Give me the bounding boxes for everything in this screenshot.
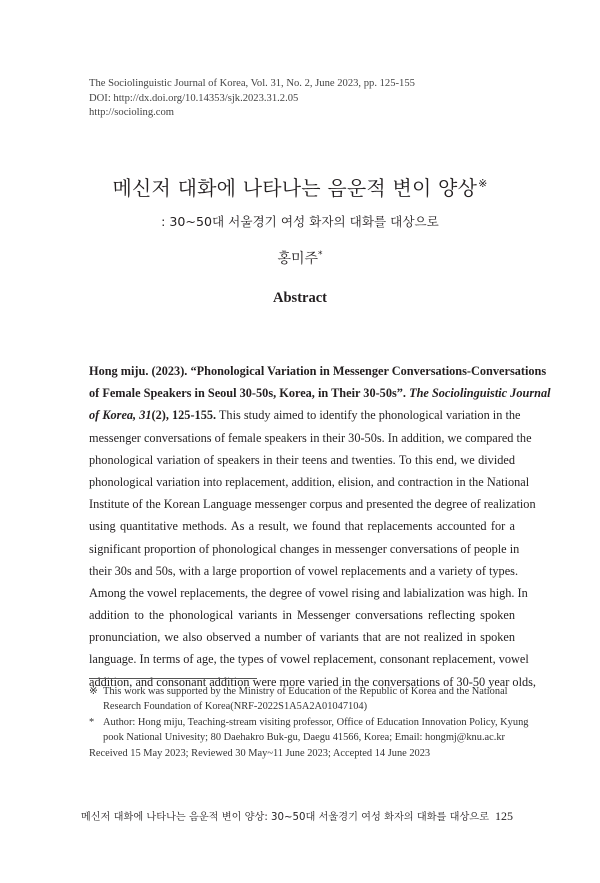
journal-line: The Sociolinguistic Journal of Korea, Vol. 31, No. 2, June 2023, pp. 125-155 xyxy=(89,78,415,89)
abstract-line xyxy=(89,427,532,449)
footnotes xyxy=(89,684,529,761)
abstract-line xyxy=(89,560,519,582)
footnote-mark: ※ xyxy=(89,686,98,697)
footnote-line: pook National Univesity; 80 Daehakro Buk-gu, Daegu 41566, Korea; Email: hongmj@knu.ac.kr xyxy=(103,732,506,744)
abstract-segment: messenger conversations of female speakers in their 30-50s. In addition, we compared the xyxy=(89,430,532,445)
author-name xyxy=(0,248,600,268)
abstract-segment: addition, and consonant addition were more varied in the conversations of 30-50 year olds, xyxy=(89,674,537,689)
abstract-segment: phonological variation of speakers in their teens and twenties. To this end, we divided xyxy=(89,452,515,467)
abstract-segment: Among the vowel replacements, the degree of vowel rising and labialization was high. In xyxy=(89,585,528,600)
footnote xyxy=(89,684,519,715)
abstract-line xyxy=(89,648,529,670)
abstract-segment: Hong miju. (2023). “Phonological Variation in Messenger Conversations-Conversations xyxy=(89,364,547,378)
footnote-line: Author: Hong miju, Teaching-stream visiting professor, Office of Education Innovation Policy, Kyung xyxy=(103,716,529,728)
abstract-segment: phonological variation into replacement, addition, elision, and contraction in the National xyxy=(89,474,530,489)
abstract-segment: This study aimed to identify the phonological variation in the xyxy=(216,408,521,423)
abstract-line xyxy=(89,360,547,382)
abstract-segment: of Female Speakers in Seoul 30-50s, Korea, in Their 30-50s”. xyxy=(89,386,410,401)
footnote-mark: * xyxy=(89,716,95,728)
footnote-line: This work was supported by the Ministry of Education of the Republic of Korea and the National xyxy=(103,686,508,697)
abstract-body xyxy=(89,360,551,693)
main-title xyxy=(0,172,600,201)
main-title-mark: ※ xyxy=(478,177,488,190)
abstract-segment: The Sociolinguistic Journal xyxy=(409,386,551,401)
footnote-line: Research Foundation of Korea(NRF-2022S1A5A2A01047104) xyxy=(103,701,368,713)
abstract-segment: Institute of the Korean Language messenger corpus and presented the degree of realization xyxy=(89,497,536,512)
abstract-segment: of Korea, 31 xyxy=(89,408,152,423)
abstract-line xyxy=(89,404,521,426)
abstract-segment: language. In terms of age, the types of vowel replacement, consonant replacement, vowel xyxy=(89,652,529,667)
abstract-line xyxy=(89,382,551,404)
abstract-segment: (2), 125-155. xyxy=(151,408,217,423)
header-meta xyxy=(89,77,529,121)
doi-line: DOI: http://dx.doi.org/10.14353/sjk.2023.31.2.05 xyxy=(89,92,299,104)
abstract-heading: Abstract xyxy=(273,290,327,306)
main-title-text: 메신저 대화에 나타나는 음운적 변이 양상 xyxy=(112,176,478,200)
abstract-line xyxy=(89,604,515,626)
footnote-divider xyxy=(89,678,257,679)
abstract-line xyxy=(89,449,515,471)
footnote xyxy=(89,715,529,746)
author-mark: * xyxy=(318,250,323,260)
running-title: 메신저 대화에 나타나는 음운적 변이 양상: 30~50대 서울경기 여성 화자의 대화를 대상으로 xyxy=(80,812,489,823)
author-text: 홍미주 xyxy=(277,251,319,267)
abstract-segment: significant proportion of phonological changes in messenger conversations of people in xyxy=(89,541,520,556)
page-number: 125 xyxy=(495,809,513,823)
running-footer xyxy=(81,808,513,824)
abstract-line xyxy=(89,515,515,537)
abstract-line xyxy=(89,582,528,604)
abstract-line xyxy=(89,493,536,515)
abstract-line xyxy=(89,538,520,560)
abstract-segment: addition to the phonological variants in Messenger conversations reflecting spoken xyxy=(89,608,515,623)
abstract-line xyxy=(89,471,530,493)
abstract-line xyxy=(89,626,515,648)
abstract-segment: pronunciation, we also observed a number of variants that are not realized in spoken xyxy=(89,630,515,645)
url-line: http://socioling.com xyxy=(89,107,175,119)
abstract-segment: using quantitative methods. As a result, we found that replacements accounted for a xyxy=(89,519,515,534)
sub-title: : 30~50대 서울경기 여성 화자의 대화를 대상으로 xyxy=(161,214,439,229)
abstract-segment: their 30s and 50s, with a large proportion of vowel replacements and a variety of types. xyxy=(89,563,519,578)
received-dates: Received 15 May 2023; Reviewed 30 May~11 June 2023; Accepted 14 June 2023 xyxy=(89,747,431,759)
